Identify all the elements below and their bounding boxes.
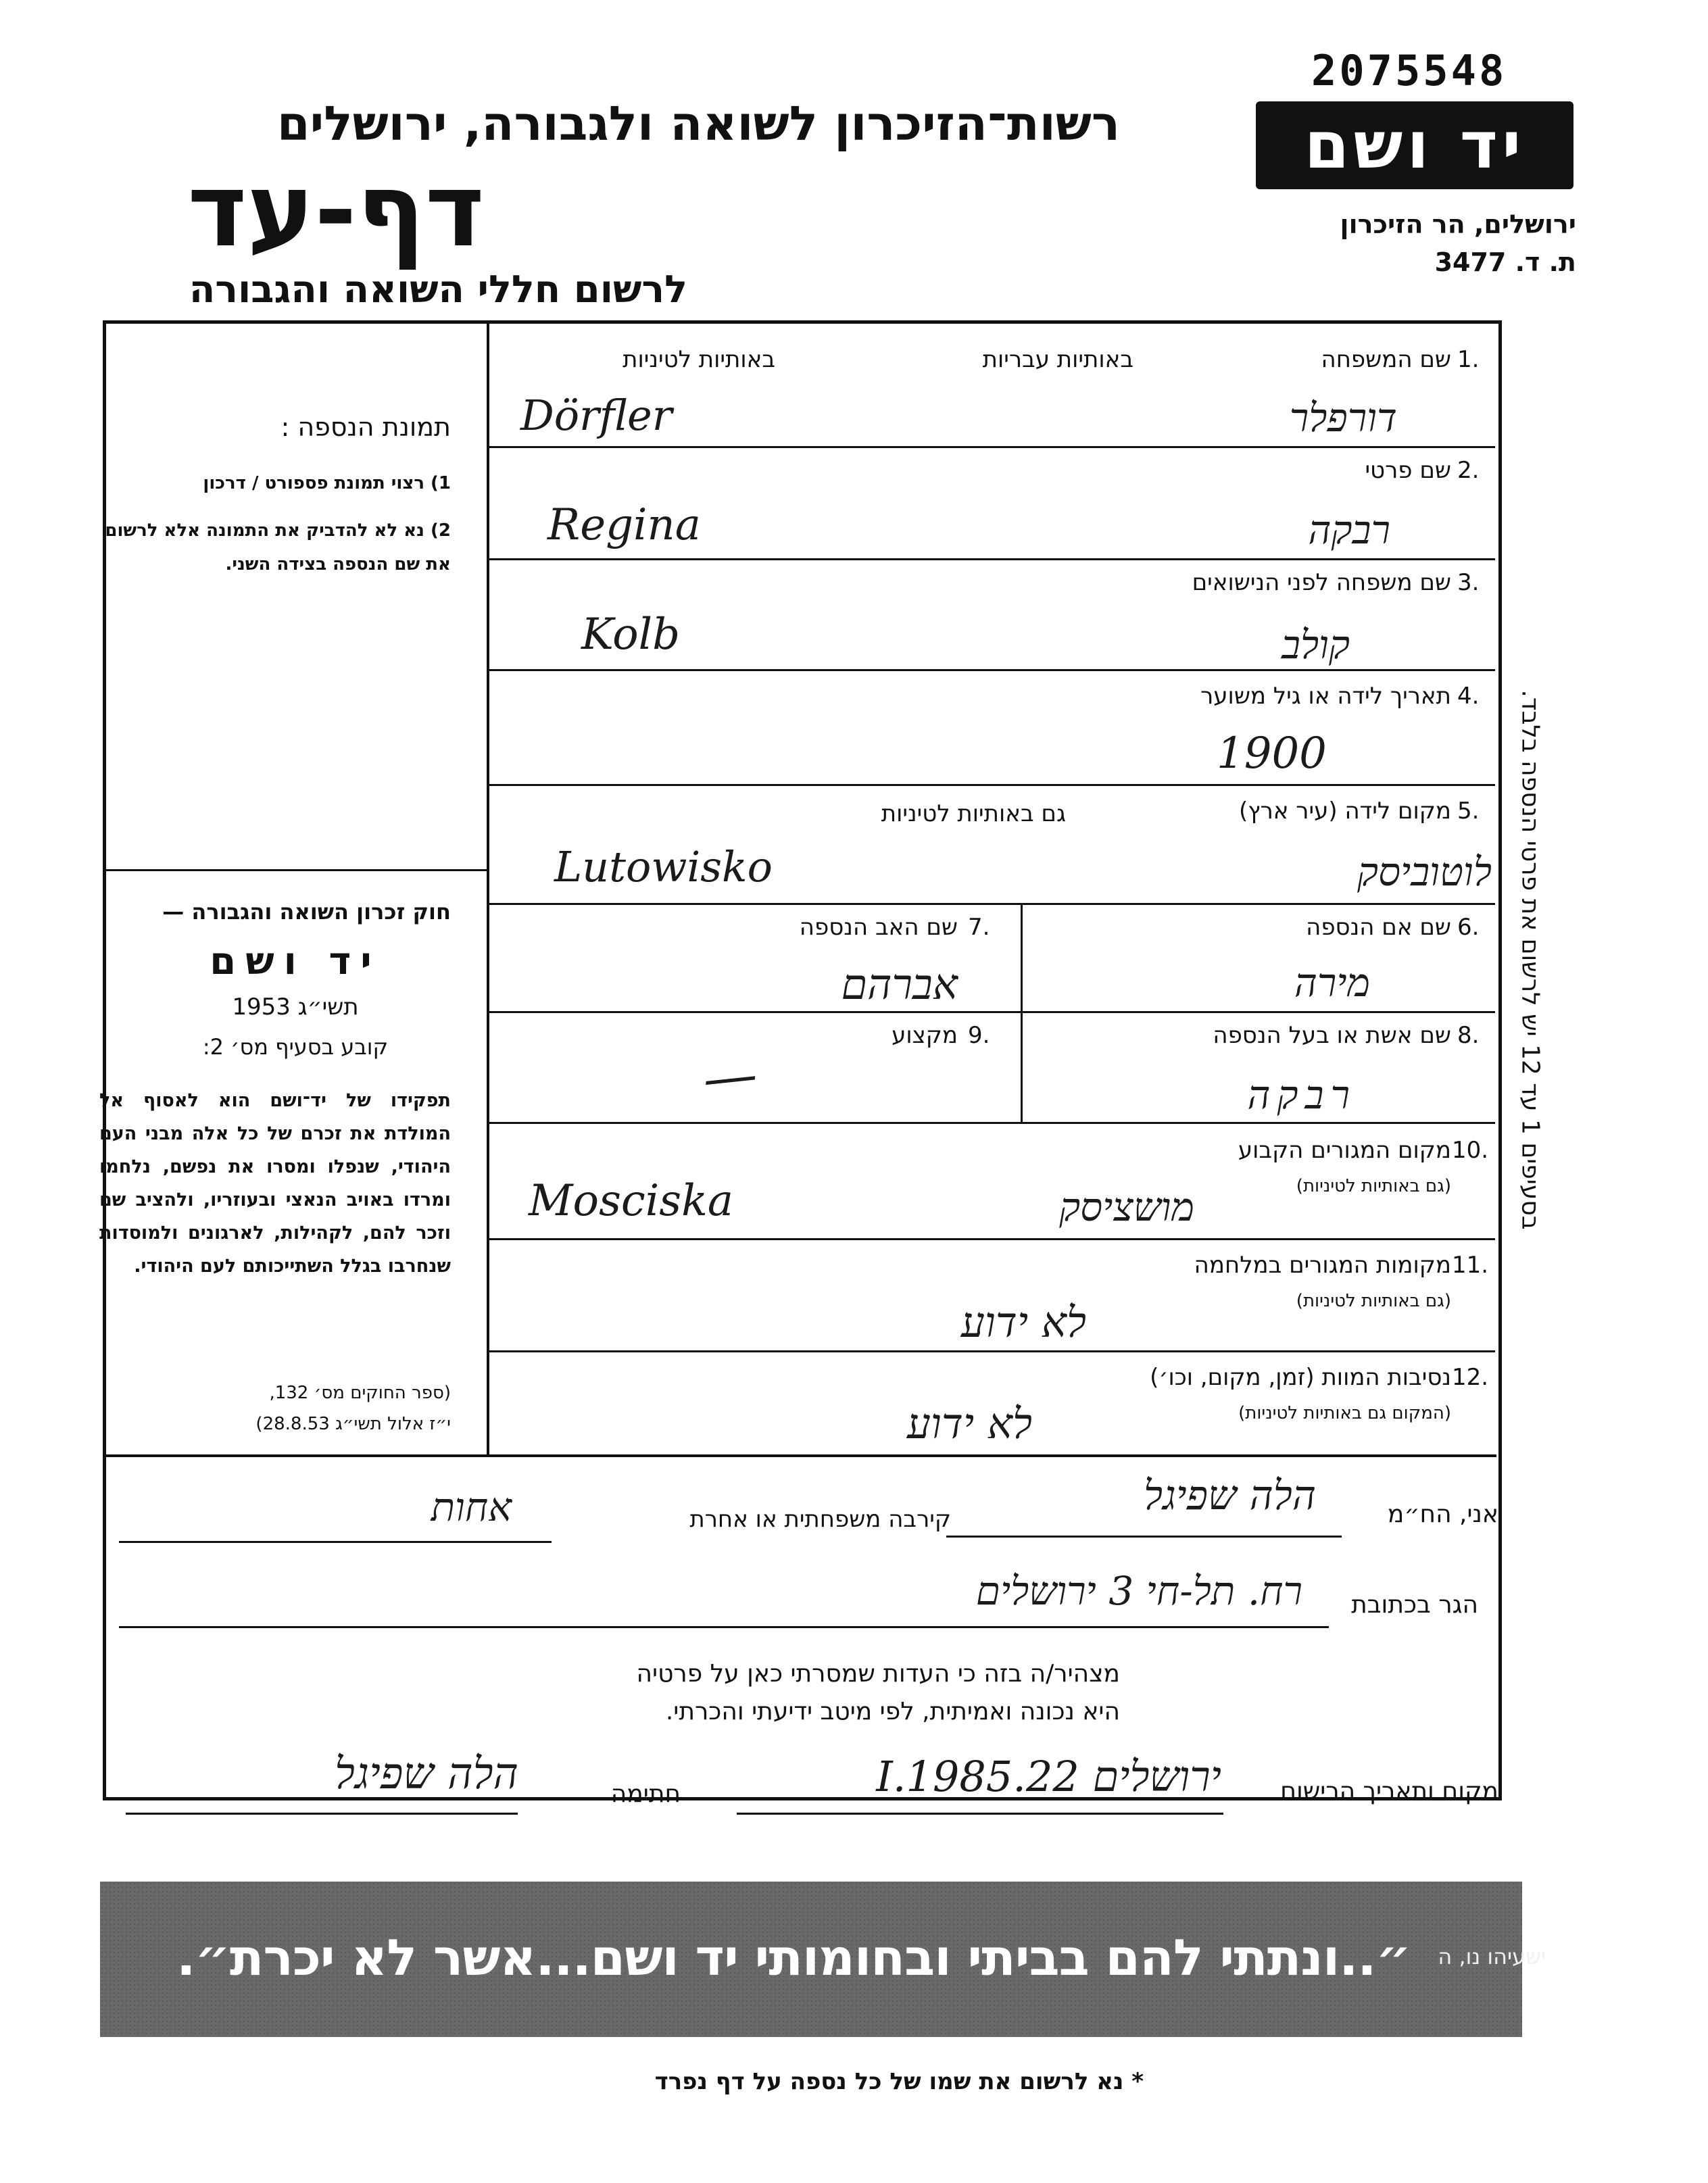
document-number: 2075548 (1311, 46, 1507, 95)
field-1-latin-value[interactable]: Dörfler (520, 391, 673, 440)
law-year: תשי״ג 1953 (232, 994, 359, 1021)
field-5-also-latin: גם באותיות לטיניות (881, 800, 1066, 827)
field-10-latin-value[interactable]: Mosciska (529, 1176, 733, 1226)
relation-label: קירבה משפחתית או אחרת (689, 1506, 951, 1533)
sidebar-section-divider (104, 869, 488, 871)
field-4-number: 4. (1457, 683, 1480, 710)
field-12-sublabel: (המקום גם באותיות לטיניות) (1238, 1403, 1451, 1423)
field-3-latin-value[interactable]: Kolb (581, 610, 681, 660)
row-divider-2 (488, 558, 1495, 560)
law-ref-1: (ספר החוקים מס׳ 132, (269, 1383, 451, 1403)
row-divider-7 (488, 1122, 1495, 1124)
law-clause: קובע בסעיף מס׳ 2: (202, 1034, 389, 1060)
field-2-hebrew-value[interactable]: רבקה (1308, 507, 1390, 553)
footer-note: * נא לרשום את שמו של כל נספה על דף נפרד (654, 2068, 1144, 2095)
field-2-number: 2. (1457, 457, 1480, 484)
photo-item-1: 1) רצוי תמונת פספורט / דרכון (203, 473, 451, 493)
field-10-hebrew-value[interactable]: מושציסק (1059, 1184, 1194, 1230)
law-ref-2: י״ז אלול תשי״ג 28.8.53) (255, 1414, 451, 1434)
field-9-label: מקצוע (892, 1022, 958, 1049)
field-11-sublabel: (גם באותיות לטיניות) (1296, 1291, 1451, 1311)
field-8-value[interactable]: רבקה (1247, 1072, 1357, 1118)
field-1-label: שם המשפחה (1321, 346, 1451, 373)
declarant-line (946, 1536, 1342, 1538)
row-divider-3 (488, 669, 1495, 671)
field-7-value[interactable]: אברהם (841, 960, 958, 1009)
law-body: תפקידו של יד־ושם הוא לאסוף אל המולדת את זכרם של כל אלה מבני העם היהודי, שנפלו ומסרו את נפשם, נלחמו ומרדו באויב הנאצי ובעוזריו, ולהציב שם וזכר להם, לקהילות, לארגונים ולמוסדות שנחרבו בגלל השתייכותם לעם היהודי. (99, 1090, 451, 1277)
address-line (119, 1626, 1329, 1628)
signature-label: חתימה (610, 1780, 681, 1808)
photo-section-title: תמונת הנספה : (280, 412, 451, 442)
address-line-1: ירושלים, הר הזיכרון (1340, 210, 1576, 239)
fields-bottom-line (104, 1454, 1496, 1457)
row-divider-5 (488, 903, 1495, 905)
place-date-label: מקום ותאריך הרישום (1280, 1777, 1498, 1805)
form-subtitle: לרשום חללי השואה והגבורה (189, 268, 687, 312)
field-7-label: שם האב הנספה (799, 914, 958, 941)
address-value[interactable]: רח. תל-חי 3 ירושלים (975, 1568, 1302, 1614)
column-hebrew-letters: באותיות עבריות (982, 346, 1133, 373)
field-2-latin-value[interactable]: Regina (547, 500, 701, 550)
logo-text: יד ושם (1304, 107, 1526, 183)
field-1-hebrew-value[interactable]: דורפלר (1289, 395, 1397, 441)
photo-item-2: 2) נא לא להדביק את התמונה אלא לרשום את שם הנספה בצידה השני. (105, 520, 451, 574)
field-5-hebrew-value[interactable]: לוטוביסק (1357, 849, 1492, 895)
field-3-hebrew-value[interactable]: קולב (1282, 622, 1350, 668)
field-11-label: מקומות המגורים במלחמה (1194, 1252, 1451, 1279)
field-11-value[interactable]: לא ידוע (960, 1298, 1086, 1347)
field-3-number: 3. (1457, 569, 1480, 596)
field-8-label: שם אשת או בעל הנספה (1213, 1022, 1451, 1049)
field-10-sublabel: (גם באותיות לטיניות) (1296, 1176, 1451, 1196)
field-6-value[interactable]: מירה (1294, 960, 1370, 1006)
field-10-number: 10. (1452, 1137, 1489, 1164)
field-12-value[interactable]: לא ידוע (906, 1399, 1032, 1448)
authority-title: רשות־הזיכרון לשואה ולגבורה, ירושלים (276, 96, 1120, 151)
row-divider-9 (488, 1350, 1495, 1352)
field-3-label: שם משפחה לפני הנישואים (1192, 569, 1451, 596)
row-divider-1 (488, 446, 1495, 448)
address-label: הגר בכתובת (1351, 1591, 1478, 1619)
field-5-number: 5. (1457, 798, 1480, 825)
place-date-value[interactable]: ירושלים 22.I.1985 (876, 1752, 1221, 1801)
field-7-number: 7. (968, 914, 990, 941)
field-5-latin-value[interactable]: Lutowisko (554, 842, 773, 891)
sidebar-divider (487, 322, 489, 1457)
statement-line-2: היא נכונה ואמיתית, לפי מיטב ידיעתי והכרתי. (665, 1698, 1120, 1725)
field-2-label: שם פרטי (1365, 457, 1451, 484)
address-line-2: ת. ד. 3477 (1434, 247, 1576, 277)
row-divider-6 (488, 1011, 1495, 1013)
field-8-number: 8. (1457, 1022, 1480, 1049)
declarant-value[interactable]: הלה שפיגל (1144, 1472, 1316, 1519)
split-divider (1021, 903, 1023, 1123)
law-name: יד ושם (210, 939, 381, 983)
statement-line-1: מצהיר/ה בזה כי העדות שמסרתי כאן על פרטיה (636, 1660, 1120, 1688)
place-date-line (737, 1813, 1223, 1815)
banner-quote: ״..ונתתי להם בביתי ובחומותי יד ושם...אשר לא יכרת״. (176, 1929, 1411, 1987)
field-12-number: 12. (1452, 1364, 1489, 1391)
declarant-label: אני, הח״מ (1387, 1500, 1498, 1528)
law-title: חוק זכרון השואה והגבורה — (162, 899, 451, 925)
form-title: דף-עד (187, 152, 485, 270)
banner-source: ישעיהו נו, ה (1438, 1944, 1546, 1969)
field-6-label: שם אם הנספה (1306, 914, 1451, 941)
column-latin-letters: באותיות לטיניות (623, 346, 775, 373)
signature-line (126, 1813, 518, 1815)
field-5-label: מקום לידה (עיר ארץ) (1238, 798, 1451, 825)
field-12-label: נסיבות המוות (זמן, מקום, וכו׳) (1150, 1364, 1451, 1391)
field-9-number: 9. (968, 1022, 990, 1049)
field-9-value[interactable]: — (700, 1042, 760, 1110)
field-4-value[interactable]: 1900 (1217, 729, 1327, 779)
row-divider-8 (488, 1238, 1495, 1240)
relation-line (119, 1541, 552, 1543)
signature-value[interactable]: הלה שפיגל (335, 1749, 518, 1799)
field-10-label: מקום המגורים הקבוע (1238, 1137, 1451, 1164)
relation-value[interactable]: אחות (431, 1484, 512, 1530)
field-11-number: 11. (1452, 1252, 1489, 1279)
field-6-number: 6. (1457, 914, 1480, 941)
row-divider-4 (488, 784, 1495, 786)
yad-vashem-logo (1256, 101, 1573, 189)
field-4-label: תאריך לידה או גיל משוער (1200, 683, 1451, 710)
side-note: בסעיפים 1 עד 12 יש לרשום את פרטי הנספה בלבד. (1516, 689, 1544, 1230)
field-1-number: 1. (1457, 346, 1480, 373)
